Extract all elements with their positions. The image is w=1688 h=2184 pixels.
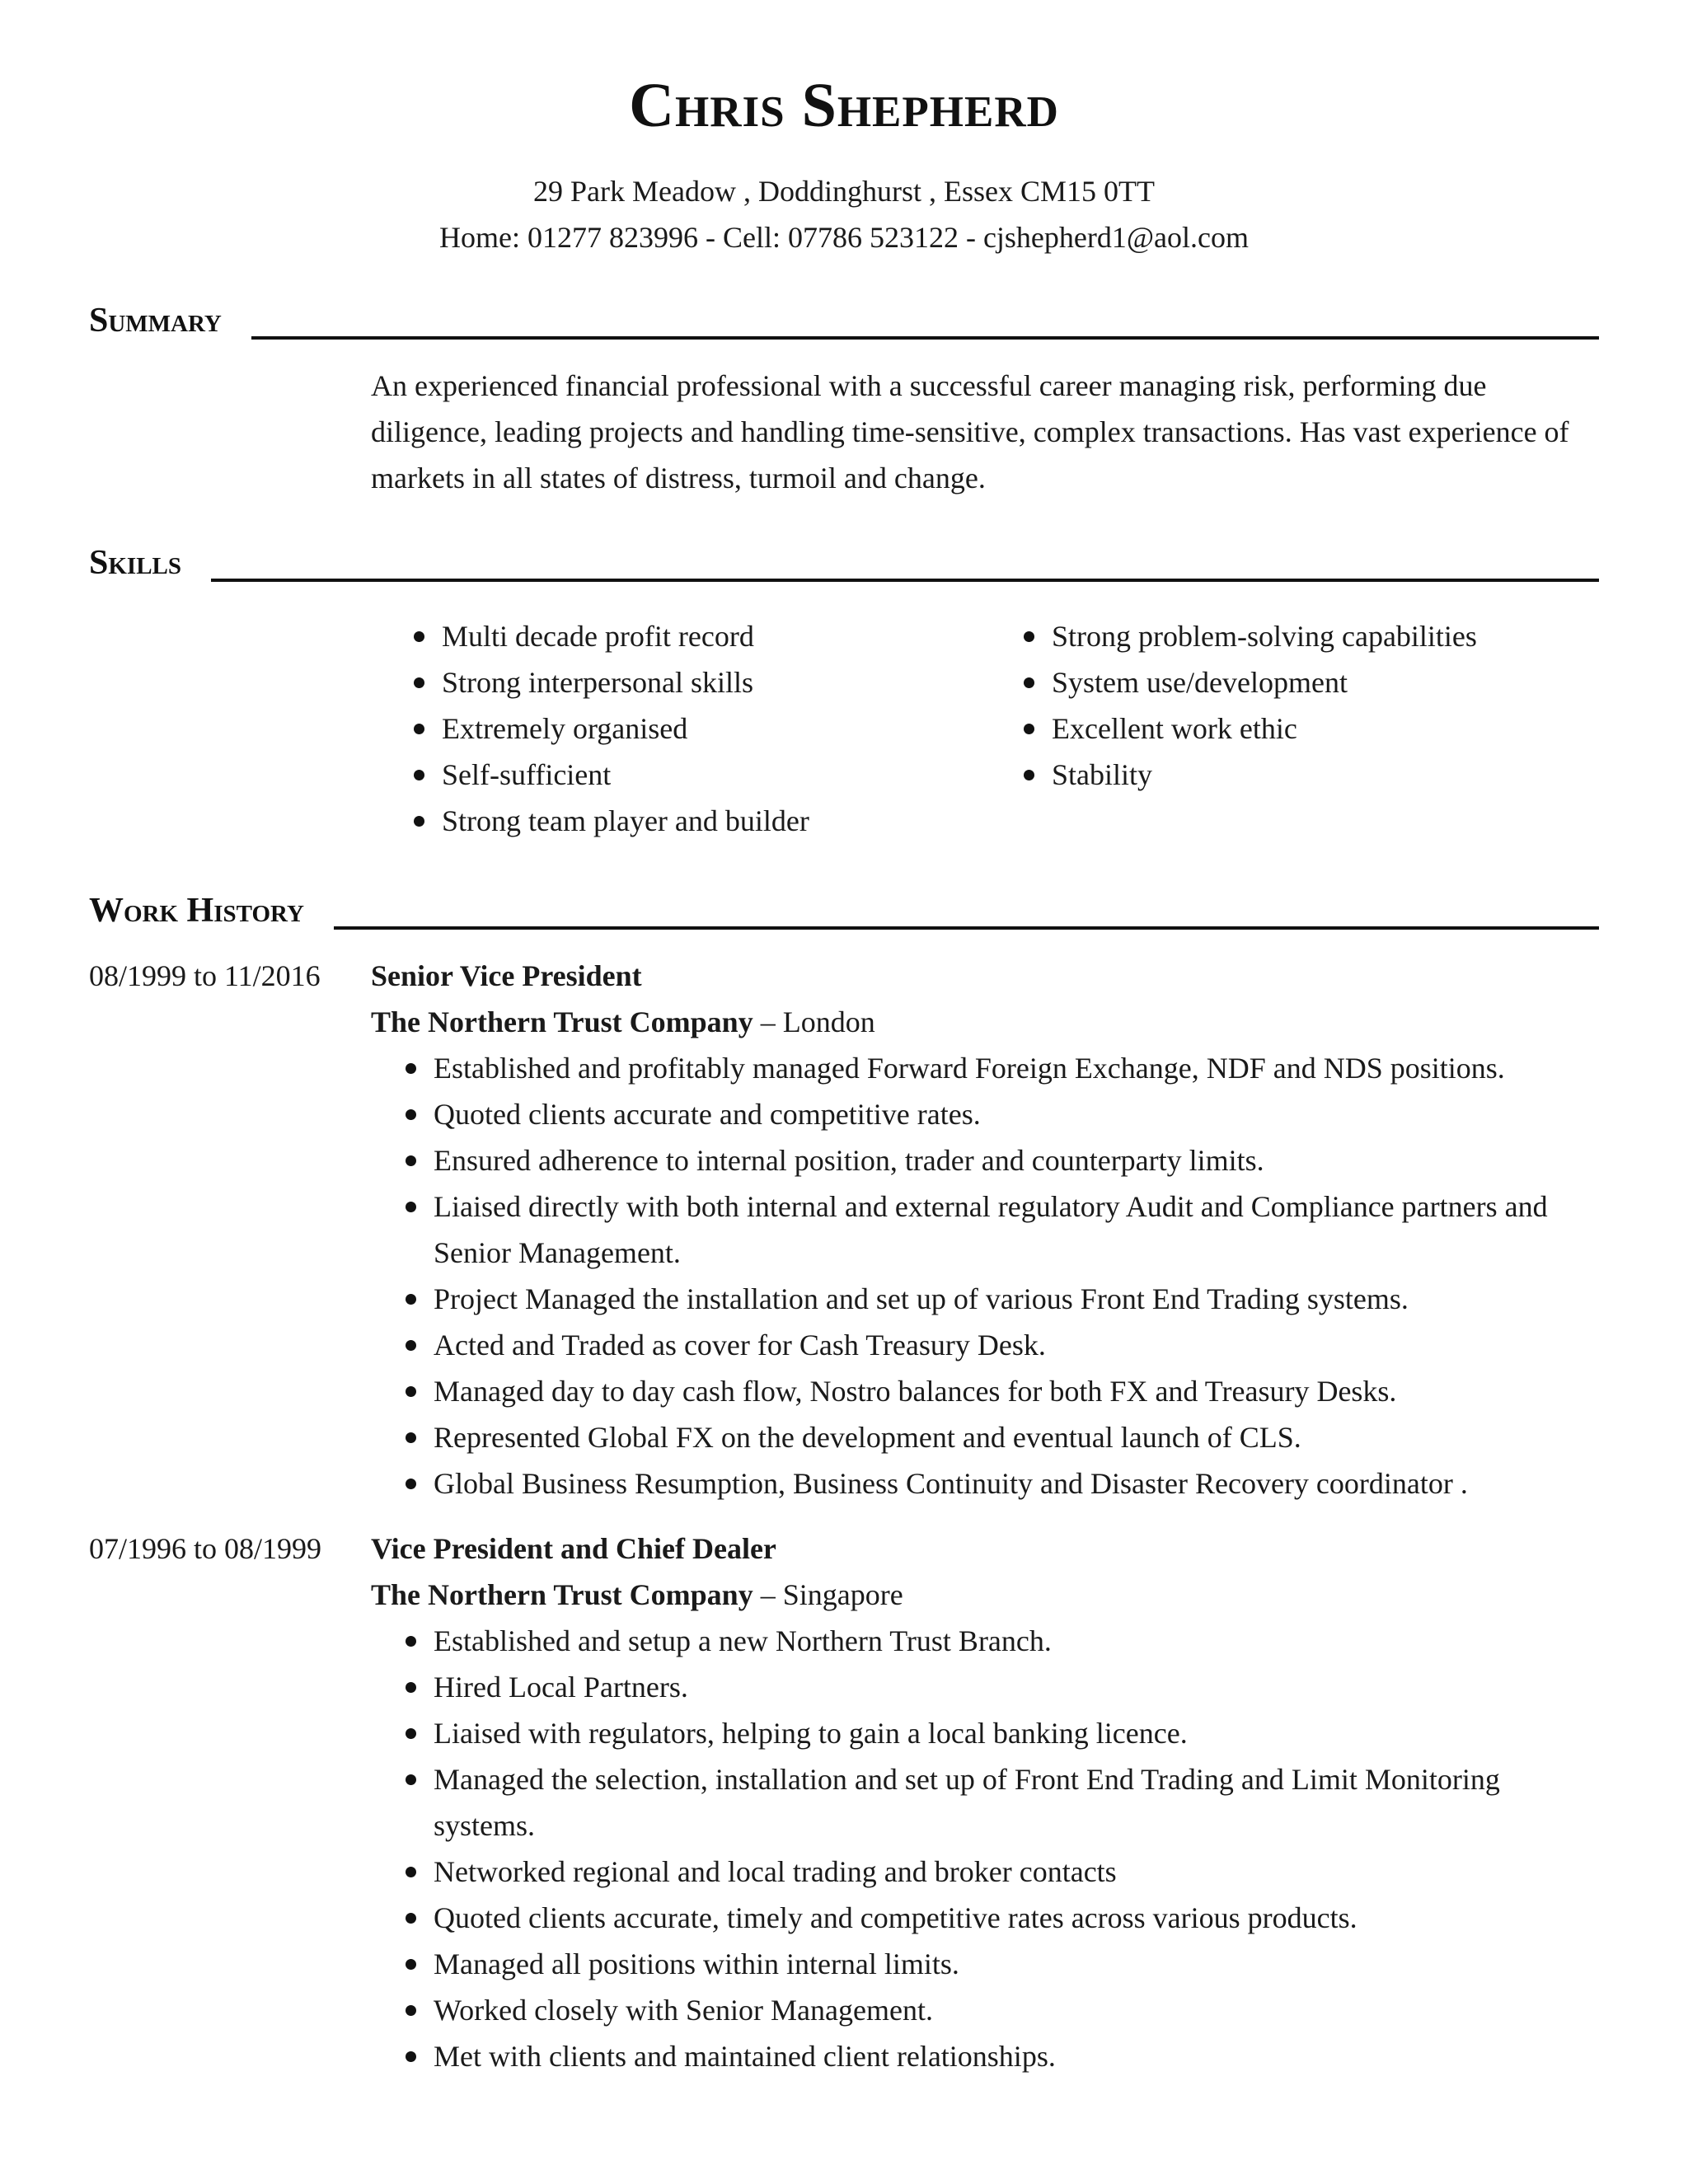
company-name: The Northern Trust Company <box>371 1005 753 1038</box>
skill-item: System use/development <box>1006 659 1615 705</box>
skill-item: Extremely organised <box>396 705 1006 752</box>
job-title: Senior Vice President <box>371 959 642 992</box>
skills-section-header <box>89 542 1599 583</box>
job-details <box>371 1526 1607 2079</box>
job-dates: 08/1999 to 11/2016 <box>89 959 321 992</box>
summary-title: Summary <box>89 302 222 340</box>
work-history-divider <box>334 926 1599 930</box>
duty-item: Networked regional and local trading and broker contacts <box>387 1849 1607 1895</box>
duty-item: Liaised directly with both internal and external regulatory Audit and Compliance partners and Senior Management. <box>387 1183 1607 1276</box>
duty-item: Liaised with regulators, helping to gain a local banking licence. <box>387 1710 1607 1756</box>
skill-item: Excellent work ethic <box>1006 705 1615 752</box>
work-history-section-header <box>89 890 1599 931</box>
summary-section-header <box>89 300 1599 341</box>
job-location: Singapore <box>782 1578 903 1611</box>
job-duties <box>371 1045 1607 1507</box>
duty-item: Managed day to day cash flow, Nostro balances for both FX and Treasury Desks. <box>387 1368 1607 1414</box>
candidate-name: Chris Shepherd <box>629 71 1059 140</box>
duty-item: Established and profitably managed Forward Foreign Exchange, NDF and NDS positions. <box>387 1045 1607 1091</box>
duty-item: Acted and Traded as cover for Cash Treasury Desk. <box>387 1322 1607 1368</box>
skills-column-left <box>396 613 1006 844</box>
duty-item: Project Managed the installation and set up of various Front End Trading systems. <box>387 1276 1607 1322</box>
duty-item: Managed all positions within internal limits. <box>387 1941 1607 1987</box>
skill-item: Strong team player and builder <box>396 798 1006 844</box>
skill-item: Multi decade profit record <box>396 613 1006 659</box>
job-company-line <box>371 1572 1607 1618</box>
skills-list <box>396 613 1615 844</box>
duty-item: Quoted clients accurate, timely and competitive rates across various products. <box>387 1895 1607 1941</box>
job-title: Vice President and Chief Dealer <box>371 1532 776 1565</box>
duty-item: Managed the selection, installation and set up of Front End Trading and Limit Monitoring systems. <box>387 1756 1607 1849</box>
skills-column-right <box>1006 613 1615 844</box>
skills-title: Skills <box>89 544 182 582</box>
summary-divider <box>251 336 1599 340</box>
job-dates: 07/1996 to 08/1999 <box>89 1532 322 1565</box>
duty-item: Global Business Resumption, Business Continuity and Disaster Recovery coordinator . <box>387 1460 1607 1507</box>
skills-divider <box>211 579 1599 582</box>
skill-item: Strong problem-solving capabilities <box>1006 613 1615 659</box>
job-company-line <box>371 999 1607 1045</box>
duty-item: Represented Global FX on the development and eventual launch of CLS. <box>387 1414 1607 1460</box>
duty-item: Hired Local Partners. <box>387 1664 1607 1710</box>
duty-item: Worked closely with Senior Management. <box>387 1987 1607 2033</box>
duty-item: Ensured adherence to internal position, trader and counterparty limits. <box>387 1137 1607 1183</box>
candidate-address: 29 Park Meadow , Doddinghurst , Essex CM15 0TT <box>533 175 1155 208</box>
candidate-contact: Home: 01277 823996 - Cell: 07786 523122 - cjshepherd1@aol.com <box>438 221 1249 254</box>
summary-text: An experienced financial professional with a successful career managing risk, performing due diligence, leading projects and handling time-sensitive, complex transactions. Has vast experience of markets in all states of distress, turmoil and change. <box>371 369 1569 494</box>
work-history-title: Work History <box>89 892 304 930</box>
skill-item: Strong interpersonal skills <box>396 659 1006 705</box>
job-duties <box>371 1618 1607 2079</box>
company-separator: – <box>753 1578 783 1611</box>
skill-item: Self-sufficient <box>396 752 1006 798</box>
company-name: The Northern Trust Company <box>371 1578 753 1611</box>
resume-header <box>0 66 1688 260</box>
company-separator: – <box>753 1005 783 1038</box>
duty-item: Quoted clients accurate and competitive rates. <box>387 1091 1607 1137</box>
duty-item: Met with clients and maintained client relationships. <box>387 2033 1607 2079</box>
job-details <box>371 953 1607 1507</box>
duty-item: Established and setup a new Northern Trust Branch. <box>387 1618 1607 1664</box>
skill-item: Stability <box>1006 752 1615 798</box>
job-location: London <box>782 1005 875 1038</box>
